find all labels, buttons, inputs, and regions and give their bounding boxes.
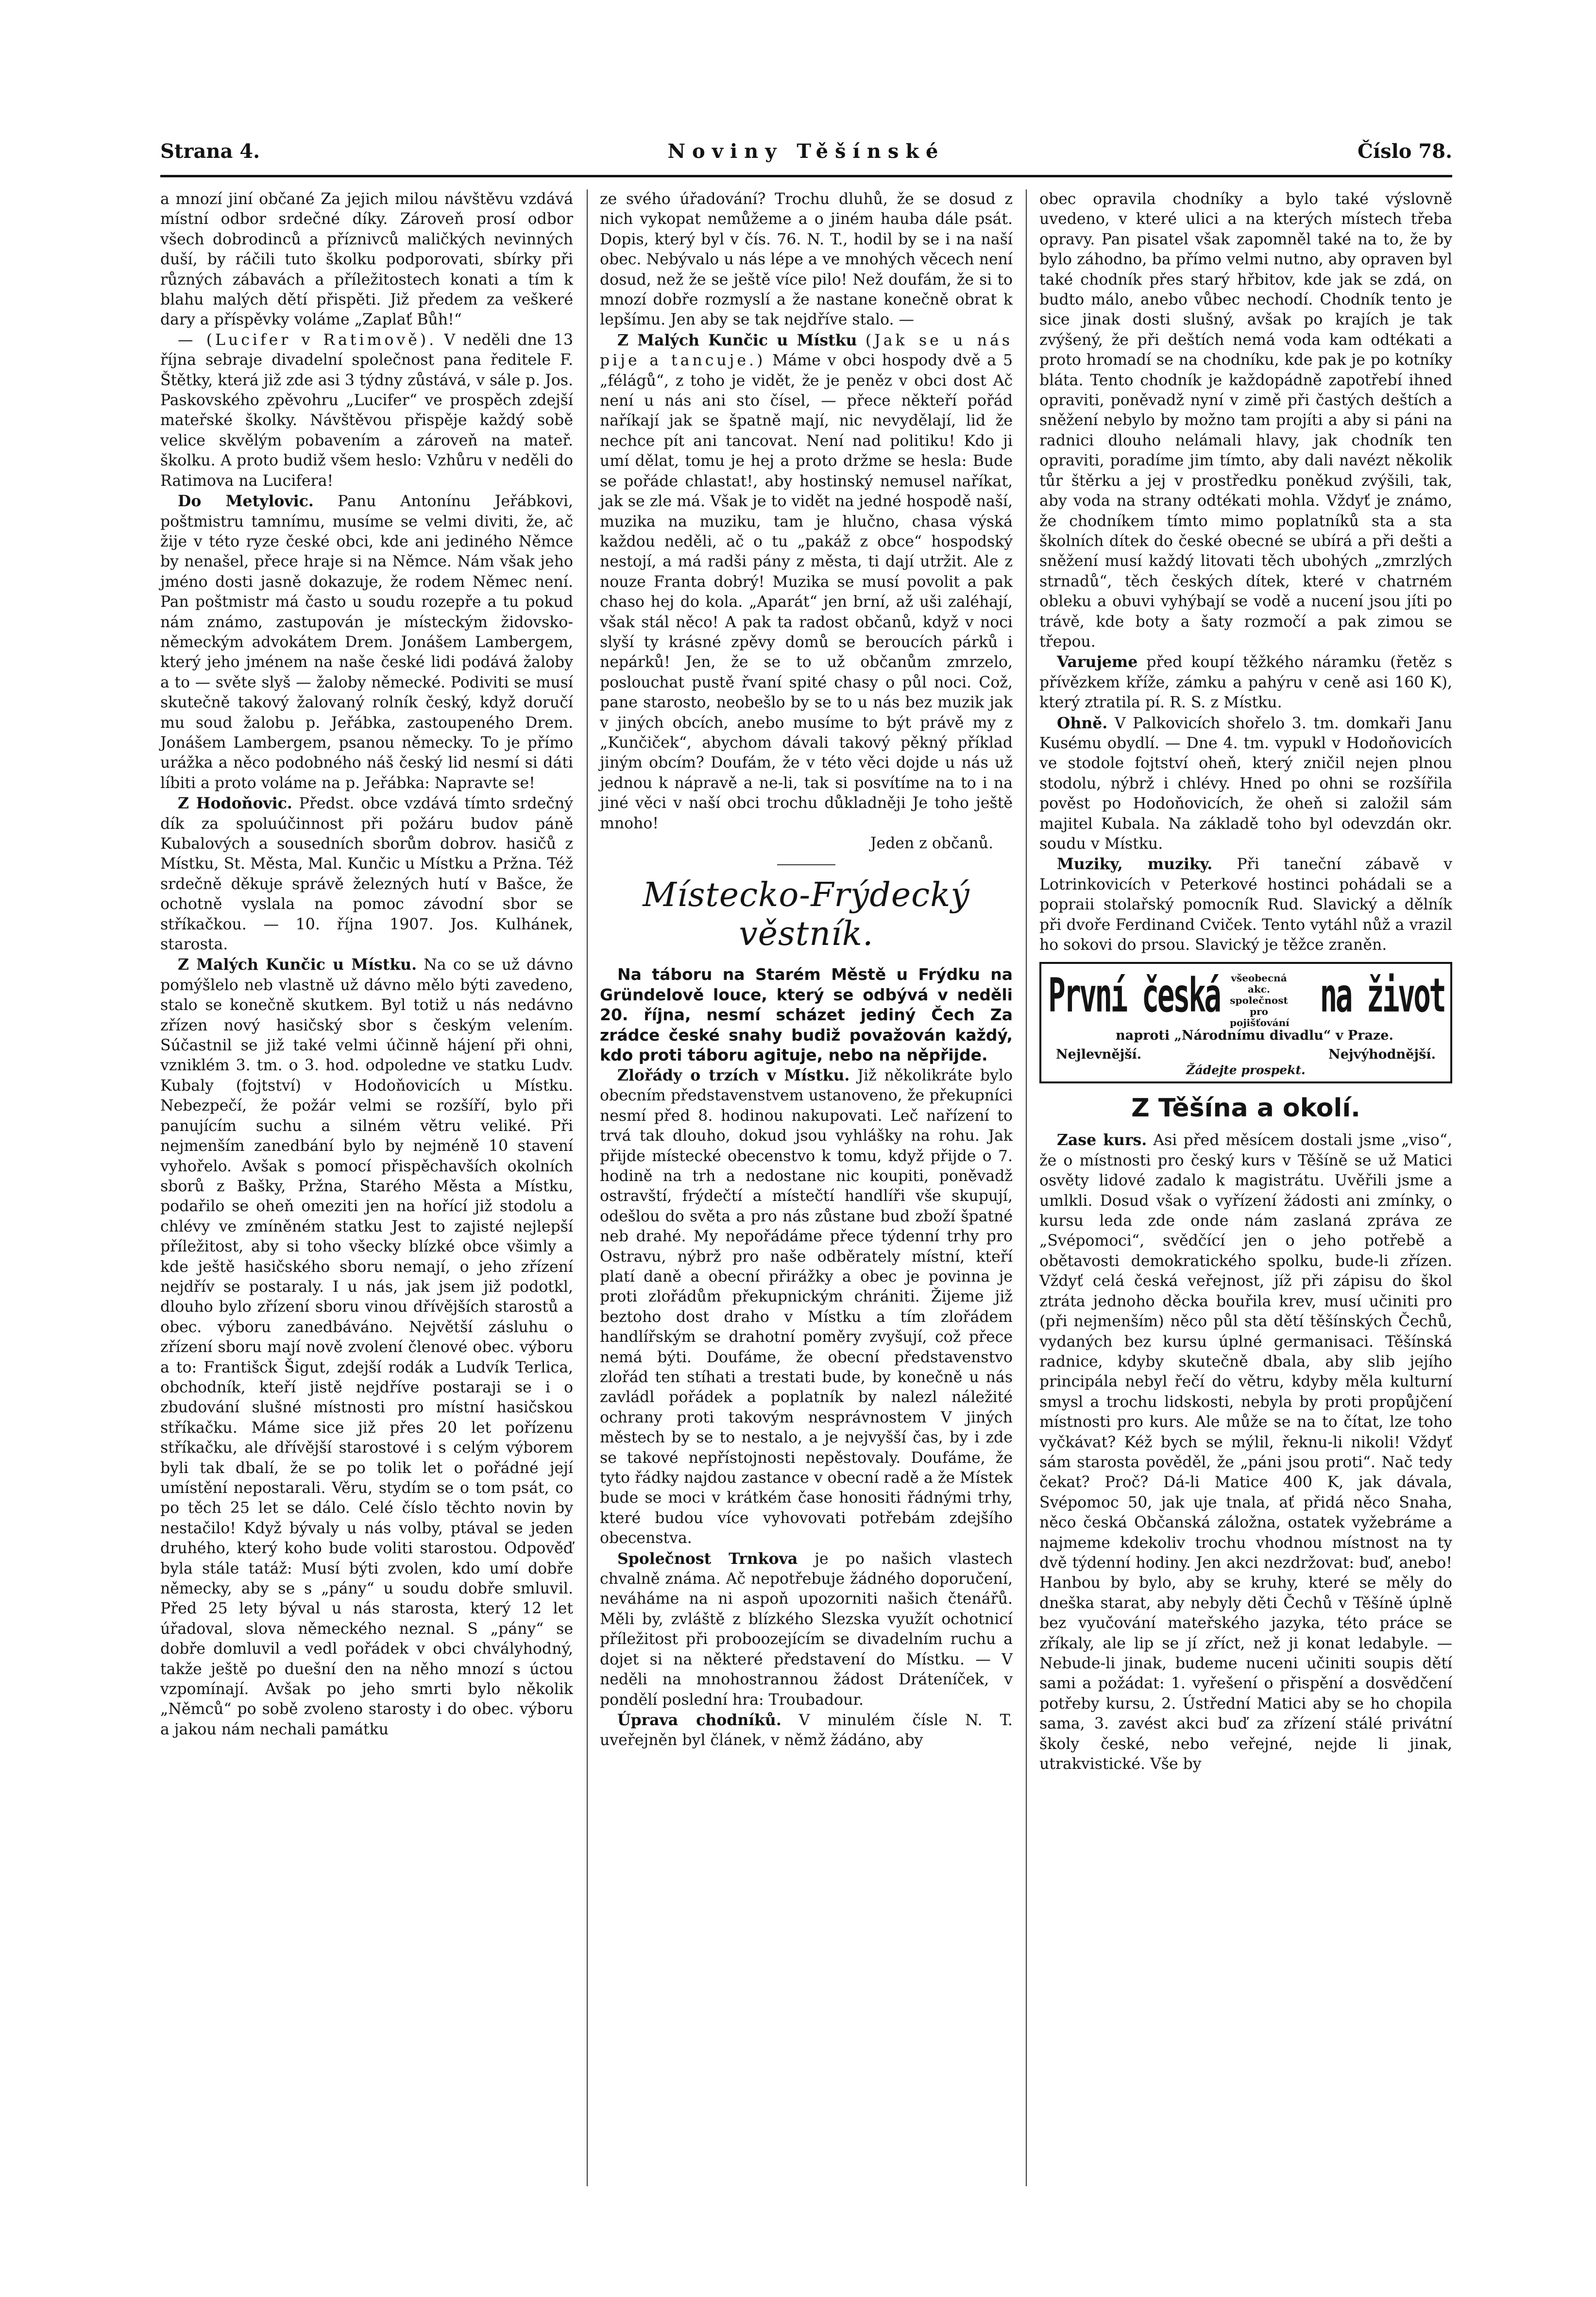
ad-note: Žádejte prospekt. bbox=[1186, 1063, 1306, 1078]
article-paragraph bbox=[1039, 1130, 1452, 1774]
article-heading: Muziky, muziky. bbox=[1057, 855, 1213, 874]
article-paragraph bbox=[160, 330, 573, 491]
article-heading: Úprava chodníků. bbox=[617, 1711, 781, 1729]
column-divider bbox=[1026, 189, 1027, 2186]
column-1 bbox=[160, 189, 573, 1740]
article-paragraph bbox=[1039, 652, 1452, 713]
article-text: Při taneční zábavě v Lotrinkovicích v Peterkové hostinci pohádali se a popraii stolařský pomocník Rud. Slavický a dělník při dvoře Ferdinand Cviček. Tento vytáhl nůž a vrazil ho sokovi do prsou. Slavický je těžce zraněn. bbox=[1039, 856, 1452, 954]
article-heading: Společnost Trnkova bbox=[617, 1549, 798, 1568]
signature: Jeden z občanů. bbox=[870, 835, 993, 852]
article-heading: Do Metylovic. bbox=[178, 492, 314, 511]
newspaper-page bbox=[160, 126, 1452, 2172]
ad-company-type: všeobecná akc. společnost pro pojišťování bbox=[1230, 972, 1290, 1029]
article-text: Asi před měsícem dostali jsme „viso“, že o místnosti pro český kurs v Těšíně se už Matici osvěty lidové zadalo k magistrátu. Uvěřili jsme a umlkli. Dosud však o vyřízení žádosti ani zmínky, o kursu leda zde onde nám zaslaná zpráva ze „Svépomoci“, svědčící jen o jeho potřebě a obětavosti demokratického spolku, bude-li zřízen. Vždyť celá česká veřejnost, jíž při zápisu do škol ztráta jednoho děcka bouřila krev, musí učiniti pro (při nejmenším) něco půl sta dětí těšínských Čechů, vydaných bez kursu úplné germanisaci. Těšínská radnice, kdyby skutečně dbala, aby slib jejího principála nebyl řečí do větru, kdyby měla kulturní smysl a trochu lidskosti, nebyla by proti propůjčení místnosti pro kurs. Ale může se na to čítat, lze toho vyčkávat? Kéž bych se mýlil, řeknu-li nikoli! Vždyť sám starosta pověděl, že „páni jsou proti“. Nač tedy čekat? Proč? Dá-li Matice 400 K, jak dávala, Svépomoc 50, jak uje tnala, ať přidá něco Snaha, něco česká Občanská záložna, ostatek vyžebráme a najmeme kdekoliv trochu vhodnou místnost na ty dvě týdenní hodiny. Jen akci nezdržovat: buď, anebo! Hanbou by bylo, aby se kruhy, které se měly do dneška starat, aby nebyly děti Čechů v Těšíně úplně bez vyučování mateřského jazyka, této práce se zříkaly, ale lip se jí zříct, než ji konat ledabyle. — Nebude-li jinak, budeme nuceni učiniti soupis dětí sami a požádat: 1. vyřešení o přispění a dosvědčení potřeby kursu, 2. Ústřední Matici aby se ho chopila sama, 3. zavést akci buď za zřízení stálé privátní školy české, nebo veřejné, nejde li jinak, utrakvistické. Vše by bbox=[1039, 1131, 1453, 1773]
column-divider bbox=[587, 189, 588, 2186]
page-number: Strana 4. bbox=[160, 140, 260, 163]
article-heading: Z Malých Kunčic u Místku bbox=[617, 331, 857, 349]
article-text: V neděli dne 13 října sebraje divadelní společnost pana ředitele F. Štětky, která již zde asi 3 týdny zůstává, v sále p. Jos. Paskovského zpěvohru „Lucifer“ ve prospěch zdejší mateřské školky. Návštěvou přispěje každý sobě velice skvělým pobavením a zároveň na mateř. školku. A proto budiž všem heslo: Vzhůru v neděli do Ratimova na Lucifera! bbox=[160, 331, 573, 490]
article-paragraph bbox=[160, 955, 573, 1740]
article-paragraph bbox=[160, 793, 573, 955]
article-paragraph: obec opravila chodníky a bylo také výslovně uvedeno, v které ulici a na kterých místech třeba opravy. Pan pisatel však zapomněl také na to, že by bylo záhodno, ba přímo velmi nutno, aby opraven byl také chodník přes starý hřbitov, kde jak se zdá, on budto málo, anebo vůbec nechodí. Chodník tento je sice jinak dosti slušný, avšak po krajích je tak zvýšený, že při deštích nemá voda kam odtékati a proto hromadí se na chodníku, kde pak je po kotníky bláta. Tento chodník je každopádně zapotřebí ihned opraviti, poněvadž nyní v zimě při častých deštích a sněžení nebylo by možno tam projíti a aby si páni na radnici dlouho nelámali hlavy, jak chodník ten opraviti, poradíme jim tímto, aby dali navézt několik tůr štěrku a jej v prostředku poněkud zvýšili, tak, aby voda na strany odtékati mohla. Vždyť je známo, že chodníkem tímto mimo poplatníků sta a sta školních dítek do české obecné se ubírá a při dešti a sněžení musí každý litovati těch ubohých „zmrzlých strnadů“, těch českých dítek, které v chatrném obleku a obuvi vyhýbají se vodě a nucení jsou jíti po trávě, kde boty a šaty rozmočí a pak zimou se třepou. bbox=[1039, 190, 1452, 651]
section-title: Z Těšína a okolí. bbox=[1131, 1094, 1360, 1123]
separator bbox=[777, 864, 835, 865]
article-text: Panu Antonínu Jeřábkovi, poštmistru tamnímu, musíme se velmi diviti, že, ač žije v této ryze české obci, kde ani jediného Němce by nenašel, přece hraje si na Němce. Nám však jeho jméno dosti jasně dokazuje, že rodem Němec není. Pan poštmistr má často u soudu rozepře a tu pokud nám známo, zastupován je místeckým židovsko-německým advokátem Drem. Jonášem Lambergem, který jeho jménem na naše české lidi podává žaloby a to — světe slyš — žaloby německé. Podiviti se musí skutečně takový žalovaný rolník český, když doručí mu soud žalobu p. Jeřábka, zastoupeného Drem. Jonášem Lambergem, psanou německy. To je přímo urážka a něco podobného náš český lid nesmí si dáti líbiti a proto voláme na p. Jeřábka: Napravte se! bbox=[160, 493, 573, 792]
article-paragraph: ze svého úřadování? Trochu dluhů, že se dosud z nich vykopat nemůžeme a o jiném hauba dále psát. Dopis, který byl v čís. 76. N. T., hodil by se i na naší obec. Nebývalo u nás lépe a ve mnohých věcech není dosud, než že se ještě více pilo! Než doufám, že si to mnozí dobře rozmyslí a že nastane konečně obrat k lepšímu. Jen aby se tak nejdříve stalo. — bbox=[600, 190, 1013, 329]
article-heading: Varujeme bbox=[1057, 653, 1138, 671]
ad-slogan-left: Nejlevnější. bbox=[1056, 1047, 1142, 1063]
article-heading: Z Hodoňovic. bbox=[178, 794, 292, 813]
article-text: Máme v obci hospody dvě a 5 „félágů“, z toho je vidět, že je peněz v obci dost Ač není u nás ani sto čísel, — přece někteří pořád naříkají jak se špatně mají, nic nevydělají, lid že nechce pít ani tancovat. Není nad politiku! Kdo ji umí dělat, tomu je hej a proto držme se hesla: Bude se pořáde chlastat!, aby hostinský nemusel naříkat, jak se zle má. Však je to vidět na jedné hospodě naší, muzika na muziku, tam je hlučno, chasa výská každou neděli, ač o tu „pakáž z obce“ hospodský nestojí, a má radši pány z města, ti dají utržit. Ale z nouze Franta dobrý! Muzika se musí povolit a pak chaso hej do kola. „Aparát“ jen brní, až uši zaléhají, však stál něco! A pak ta radost občanů, když v noci slyší ty krásné zpěvy domů se beroucích párků i nepárků! Jen, že se to už občanům zmrzelo, poslouchat pustě řvaní spité chasy o půl noci. Což, pane starosto, neobešlo by se to u nás bez muzik jak v jiných obcích, anebo musíme to být právě my z „Kunčiček“, abychom dávali takový pěkný příklad jiným obcím? Doufám, že v této věci dojde u nás už jednou k nápravě a ne-li, tak si posvítíme na to i na jiné věci v naší obci trochu důkladněji Je toho ještě mnoho! bbox=[600, 352, 1013, 832]
ad-address: naproti „Národnímu divadlu“ v Praze. bbox=[1116, 1028, 1393, 1044]
article-heading: — (Lucifer v Ratimově). bbox=[178, 331, 437, 349]
section-title: Místecko-Frýdecký věstník. bbox=[643, 876, 970, 954]
article-text: Předst. obce vzdává tímto srdečný dík za spoluúčinnost při požáru budov páně Kubalových a sousedních sborům dobrov. hasičů z Místku, St. Města, Mal. Kunčic u Místku a Pržna. Též srdečně děkuje správě železných hutí v Bašce, že ochotně vyslala na pomoc závodní sbor se stříkačkou. — 10. října 1907. Jos. Kulhánek, starosta. bbox=[160, 795, 573, 954]
article-paragraph bbox=[160, 491, 573, 793]
ad-slogans bbox=[1044, 1045, 1447, 1062]
article-paragraph bbox=[1039, 713, 1452, 855]
article-paragraph: a mnozí jiní občané Za jejich milou návštěvu vzdává místní odbor srdečné díky. Zároveň prosí odbor všech dobrodinců a příznivců maličkých nevinných duší, by ráčili tuto školku podporovati, sbírky při různých zábavách a příležitostech konati a tím k blahu malých dětí přispěti. Již předem za veškeré dary a příspěvky voláme „Zaplať Bůh!“ bbox=[160, 190, 573, 329]
article-paragraph bbox=[600, 330, 1013, 834]
article-paragraph bbox=[600, 1065, 1013, 1549]
article-paragraph bbox=[600, 1549, 1013, 1710]
article-paragraph bbox=[600, 1710, 1013, 1751]
page-header bbox=[160, 140, 1452, 169]
article-heading: Zase kurs. bbox=[1057, 1131, 1147, 1149]
article-text: V Palkovicích shořelo 3. tm. domkaři Janu Kusému obydlí. — Dne 4. tm. vypukl v Hodoňovicích ve stodole fojtství oheň, který zničil nejen plnou stodolu, nýbrž i chlévy. Hned po ohni se rozšířila pověst po Hodoňovicích, že oheň si založil sám majitel Kubala. Na základě toho byl odevzdán okr. soudu v Místku. bbox=[1039, 714, 1452, 853]
lead-announcement: Na táboru na Starém Městě u Frýdku na Gründelově louce, který se odbývá v neděli 20. října, nesmí scházet jediný Čech Za zrádce české snahy budiž považován každý, kdo proti táboru agituje, nebo na něpřijde. bbox=[600, 965, 1013, 1065]
insurance-advertisement bbox=[1039, 962, 1452, 1083]
ad-slogan-right: Nejvýhodnější. bbox=[1328, 1047, 1436, 1063]
ad-title-right: na život bbox=[1320, 968, 1444, 1023]
article-heading: Z Malých Kunčic u Místku. bbox=[178, 956, 417, 974]
article-subheading: (Jak se u nás pije a tancuje.) bbox=[600, 331, 1013, 370]
article-text: je po našich vlastech chvalně známa. Ač nepotřebuje žádného doporučení, neváháme na ni aspoň upozorniti našich čtenářů. Měli by, zvláště z blízkého Slezska využít ochotnicí příležitost při proboozejícím se divadelním ruchu a dojet si na některé představení do Místku. — V neděli na mnohostrannou žádost Dráteníček, v pondělí poslední hra: Troubadour. bbox=[600, 1550, 1013, 1709]
header-rule bbox=[160, 175, 1452, 177]
column-2 bbox=[600, 189, 1013, 1751]
article-text: V minulém čísle N. T. uveřejněn byl článek, v němž žádáno, aby bbox=[600, 1711, 1013, 1749]
article-heading: Zlořády o trzích v Místku. bbox=[617, 1066, 850, 1084]
issue-number: Číslo 78. bbox=[1358, 140, 1452, 163]
article-heading: Ohně. bbox=[1057, 714, 1108, 732]
article-text: Na co se už dávno pomýšlelo neb vlastně už dávno mělo býti zavedeno, stalo se konečně skutkem. Byl totiž u nás nedávno zřízen nový hasičský sbor s českým velením. Súčastnil se již také velmi účinně hájení při ohni, vzniklém 3. tm. o 3. hod. odpoledne ve statku Ludv. Kubaly (fojtství) v Hodoňovicích u Místku. Nebezpečí, že požár velmi se rozšíří, bylo při panujícím suchu a silném větru veliké. Při nejmenším zanedbání bylo by nejméně 10 stavení vyhořelo. Avšak s pomocí přispěchavších okolních sborů z Bašky, Pržna, Starého Města a Místku, podařilo se oheň omeziti jen na hořící již stodolu a chlévy ve zmíněném statku Jest to zajisté nejlepší příležitost, aby si toho všecky blízké obce všimly a kde ještě hasičského sboru nemají, o jeho zřízení nejdřív se postaraly. I u nás, jak jsem již podotkl, dlouho bylo zřízení sboru vinou dřívějších starostů a obec. výboru zanedbáváno. Největší zásluhu o zřízení sboru mají nově zvolení členové obec. výboru a to: Františck Šigut, zdejší rodák a Ludvík Terlica, obchodník, kteří jistě nejdříve postaraji se i o zbudování slušné místnosti pro místní hasičskou stříkačku. Máme sice již přes 20 let pořízenu stříkačku, ale dřívější starostové i s celým výborem byli tak dbalí, že se po tolik let o pořádné její umístění nepostarali. Věru, stydím se o tom psát, co po těch 25 let se dálo. Celé číslo těchto novin by nestačilo! Když bývaly u nás volby, ptával se jeden druhého, který koho bude voliti starostou. Odpověď byla stále tatáž: Musí býti zvolen, kdo umí dobře německy, aby se s „pány“ u soudu dobře smluvil. Před 25 lety býval u nás starosta, který 12 let úřadoval, slova německého neznal. S „pány“ se dobře domluvil a vedl pořádek v obci chvályhodný, takže ještě po duešní den na něho mnozí s úctou vzpomínají. Avšak po jeho smrti bylo několik „Němců“ po sobě zvoleno starosty i do obec. výboru a jakou nám nechali památku bbox=[160, 956, 573, 1738]
ad-headline bbox=[1044, 969, 1447, 1027]
article-text: před koupí těžkého náramku (řetěz s přívězkem kříže, zámku a pahýru v ceně asi 160 K), který ztratila pí. R. S. z Místku. bbox=[1039, 653, 1453, 712]
article-paragraph bbox=[1039, 854, 1452, 955]
article-text: Již několikráte bylo obecním představenstvem ustanoveno, že překupníci nesmí před 8. hodinou nakupovati. Leč nařízení to trvá tak dlouho, dokud jsou vyhlášky na rohu. Jak přijde místecké obecenstvo k tomu, když přijde o 7. hodině na trh a nedostane nic koupiti, poněvadž ostravští, frýdečtí a místečtí handlíři vše skupují, odešlou do světa a pro nás zůstane bud zboží špatné neb drahé. My nepořádáme přece týdenní trhy pro Ostravu, nýbrž pro naše odběrately místní, kteří platí daně a obecní přirážky a obec je povinna je proti zlořádům překupnickým chrániti. Žijeme již beztoho dost draho v Místku a tím zlořádem handlířským se drahotní poměry zvyšují, což přece nemá býti. Doufáme, že obecní představenstvo zlořád ten stíhati a trestati bude, by konečně u nás zavládl pořádek a poplatník by nalezl náležité ochrany proti takovým nesprávnostem V jiných městech by se to nestalo, a je nejvyšší čas, by i zde se takové nepřístojnosti nepěstovaly. Doufáme, že tyto řádky najdou zastance v obecní radě a že Místek bude se moci v krátkém čase honositi řádnými trhy, které budou více vyhovovati potřebám zdejšího obecenstva. bbox=[600, 1066, 1013, 1547]
newspaper-title: Noviny Těšínské bbox=[667, 140, 945, 163]
column-3 bbox=[1039, 189, 1452, 1774]
ad-title-left: První česká bbox=[1048, 968, 1220, 1023]
